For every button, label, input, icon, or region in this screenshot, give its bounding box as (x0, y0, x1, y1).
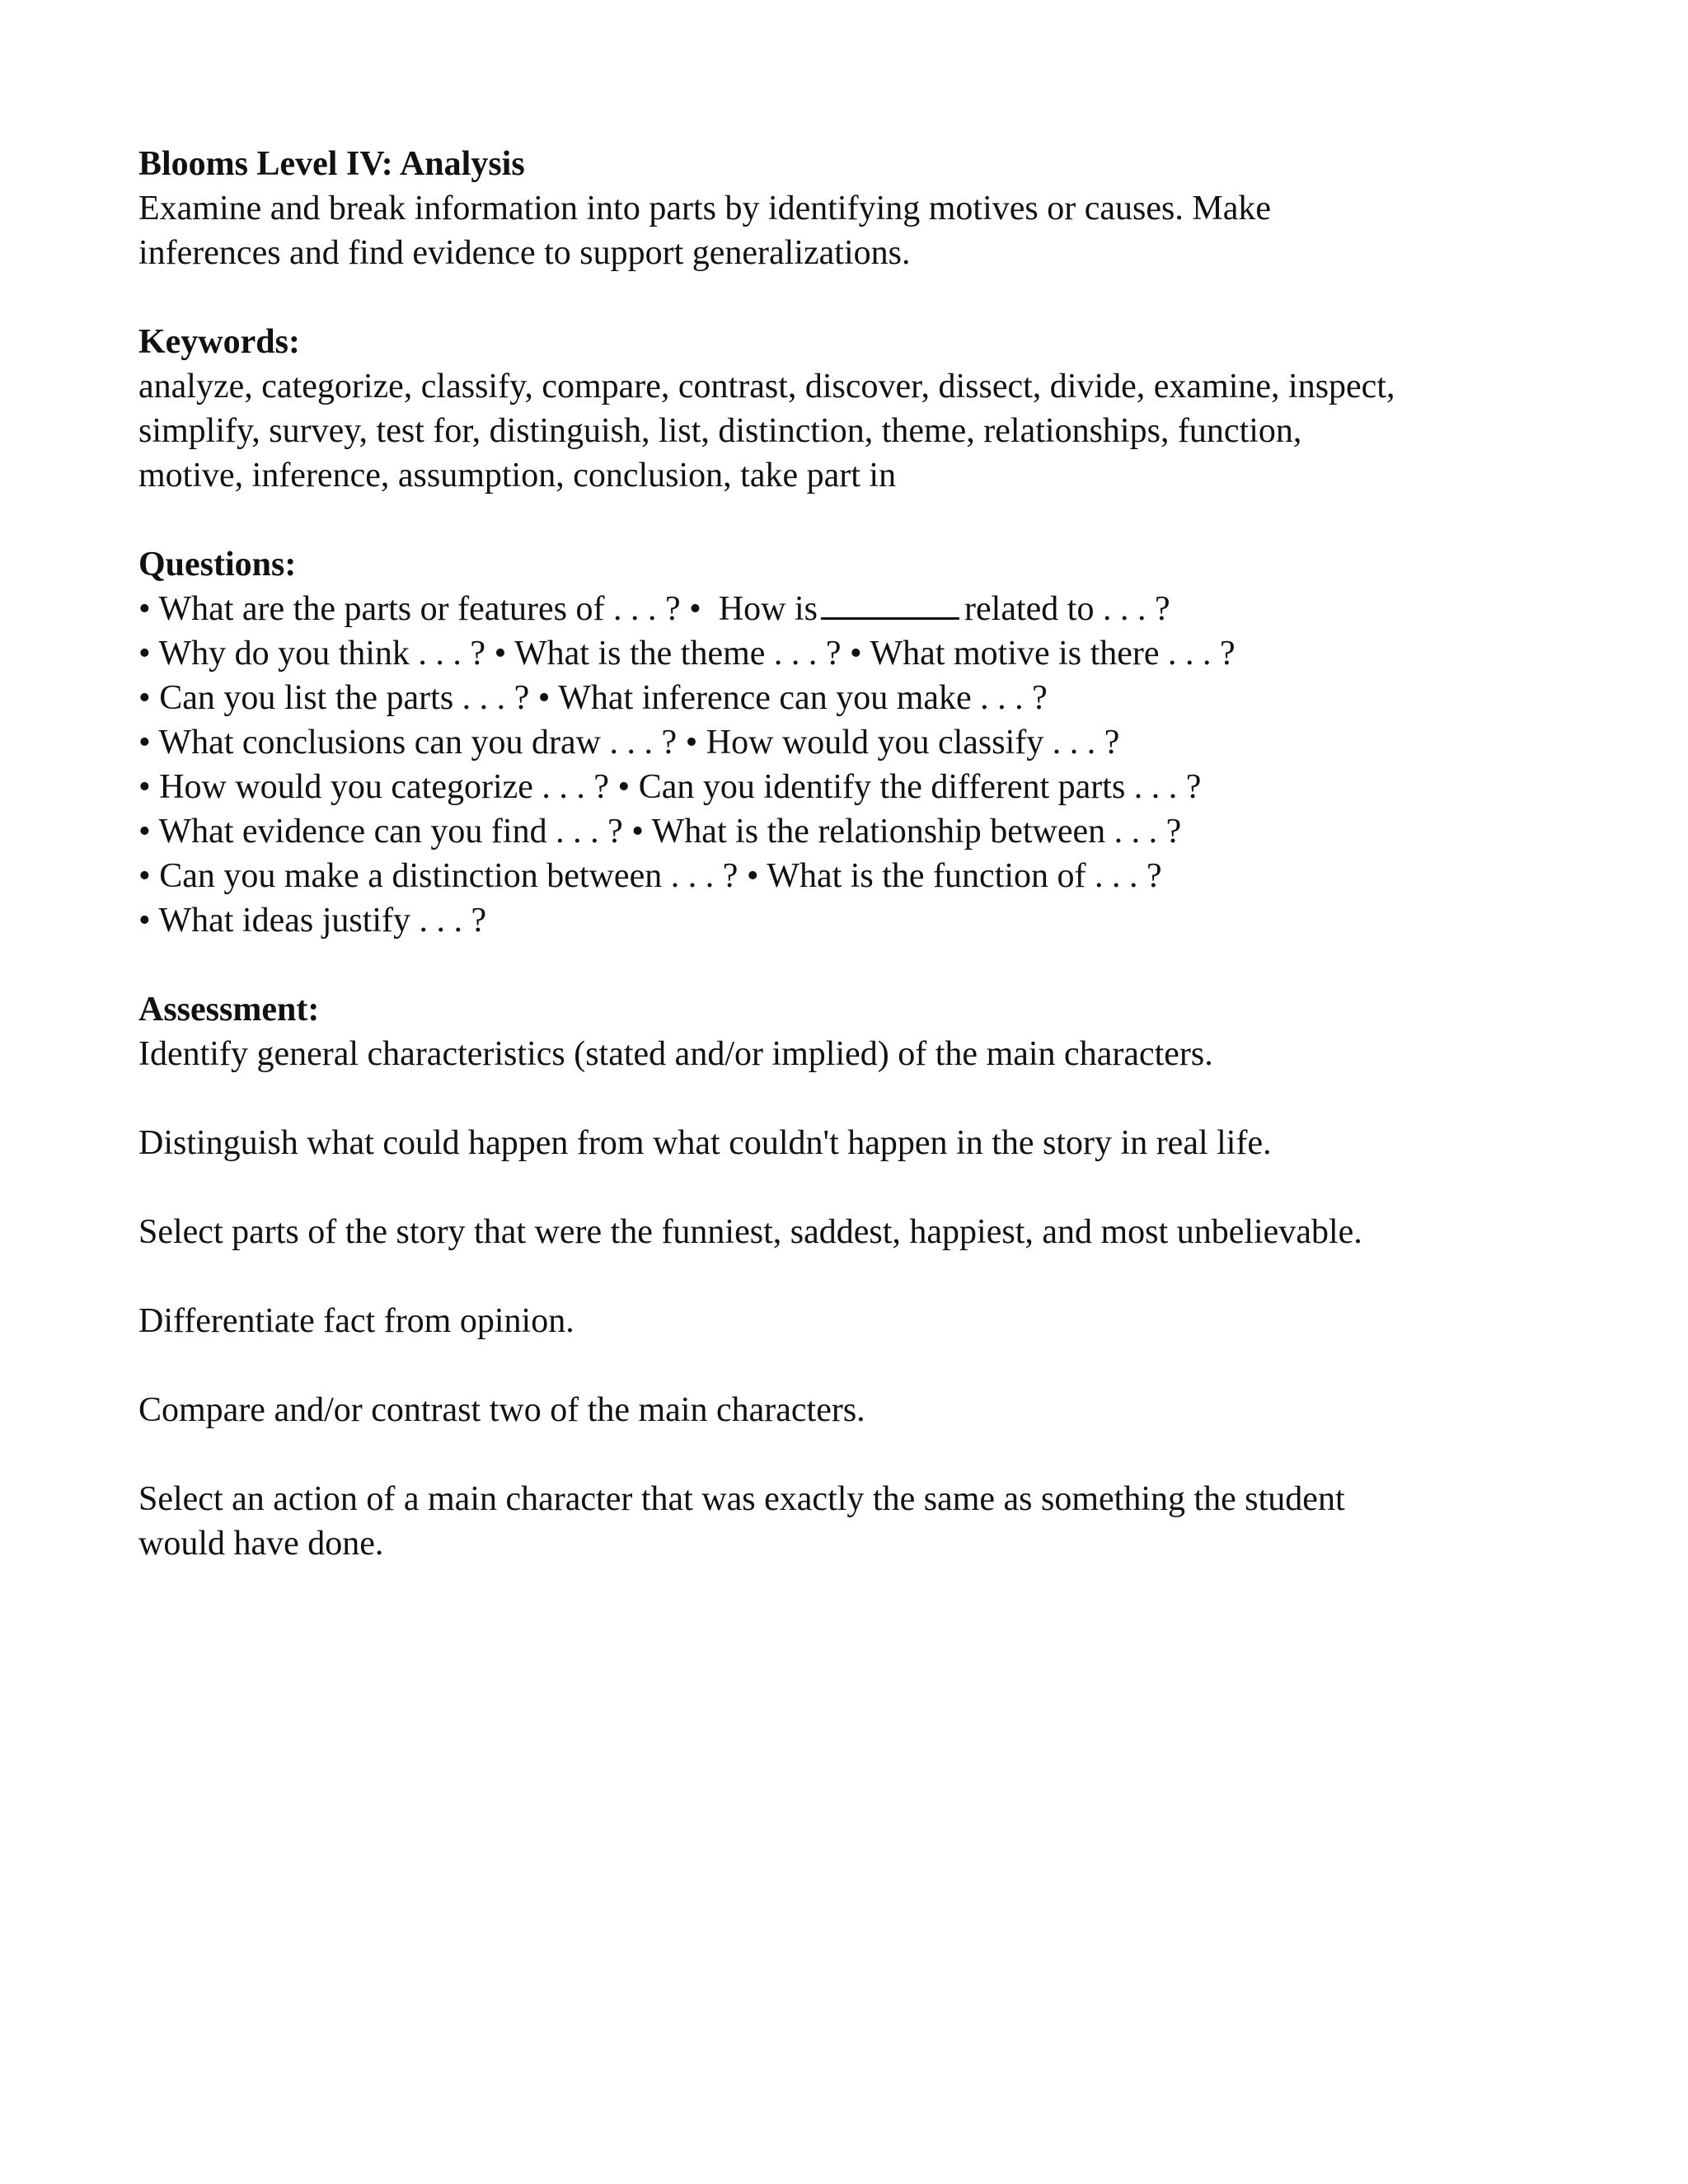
page-title: Blooms Level IV: Analysis (138, 145, 525, 183)
intro-line-1: Examine and break information into parts by identifying motives or causes. Make (138, 190, 1271, 227)
assessment-item-3: Select parts of the story that were the funniest, saddest, happiest, and most unbelievable. (138, 1213, 1362, 1251)
section-gap (138, 943, 1556, 987)
assessment-item-2: Distinguish what could happen from what couldn't happen in the story in real life. (138, 1124, 1272, 1162)
section-gap (138, 1432, 1556, 1477)
section-gap (138, 1165, 1556, 1210)
assessment-item-5: Compare and/or contrast two of the main characters. (138, 1391, 865, 1429)
section-gap (138, 498, 1556, 542)
section-gap (138, 1254, 1556, 1299)
question-line-7: • Can you make a distinction between . . . ? • What is the function of . . . ? (138, 857, 1162, 895)
section-gap (138, 1343, 1556, 1388)
fill-in-blank (821, 588, 959, 620)
question-line-6: • What evidence can you find . . . ? • What is the relationship between . . . ? (138, 813, 1182, 851)
assessment-heading: Assessment: (138, 991, 320, 1029)
question-line-2: • Why do you think . . . ? • What is the theme . . . ? • What motive is there . . . ? (138, 635, 1236, 673)
question-line-4: • What conclusions can you draw . . . ? • How would you classify . . . ? (138, 724, 1120, 762)
keywords-line-1: analyze, categorize, classify, compare, contrast, discover, dissect, divide, examine, inspect, (138, 368, 1395, 405)
question-line-1 (138, 587, 1556, 631)
question-line-1-start: • What are the parts or features of . . . ? • How is (138, 590, 818, 628)
document-page (138, 142, 1556, 1566)
question-line-3: • Can you list the parts . . . ? • What inference can you make . . . ? (138, 679, 1048, 717)
question-line-8: • What ideas justify . . . ? (138, 902, 487, 940)
keywords-line-2: simplify, survey, test for, distinguish, list, distinction, theme, relationships, function, (138, 412, 1302, 450)
question-line-5: • How would you categorize . . . ? • Can you identify the different parts . . . ? (138, 768, 1202, 806)
assessment-item-6-line-2: would have done. (138, 1525, 384, 1563)
assessment-item-6-line-1: Select an action of a main character that was exactly the same as something the student (138, 1480, 1345, 1518)
intro-line-2: inferences and find evidence to support generalizations. (138, 234, 911, 272)
questions-heading: Questions: (138, 546, 297, 583)
assessment-item-4: Differentiate fact from opinion. (138, 1302, 574, 1340)
keywords-line-3: motive, inference, assumption, conclusion, take part in (138, 457, 897, 494)
question-line-1-end: related to . . . ? (964, 590, 1170, 628)
assessment-item-1: Identify general characteristics (stated and/or implied) of the main characters. (138, 1035, 1213, 1073)
keywords-heading: Keywords: (138, 323, 300, 361)
section-gap (138, 275, 1556, 320)
section-gap (138, 1076, 1556, 1121)
